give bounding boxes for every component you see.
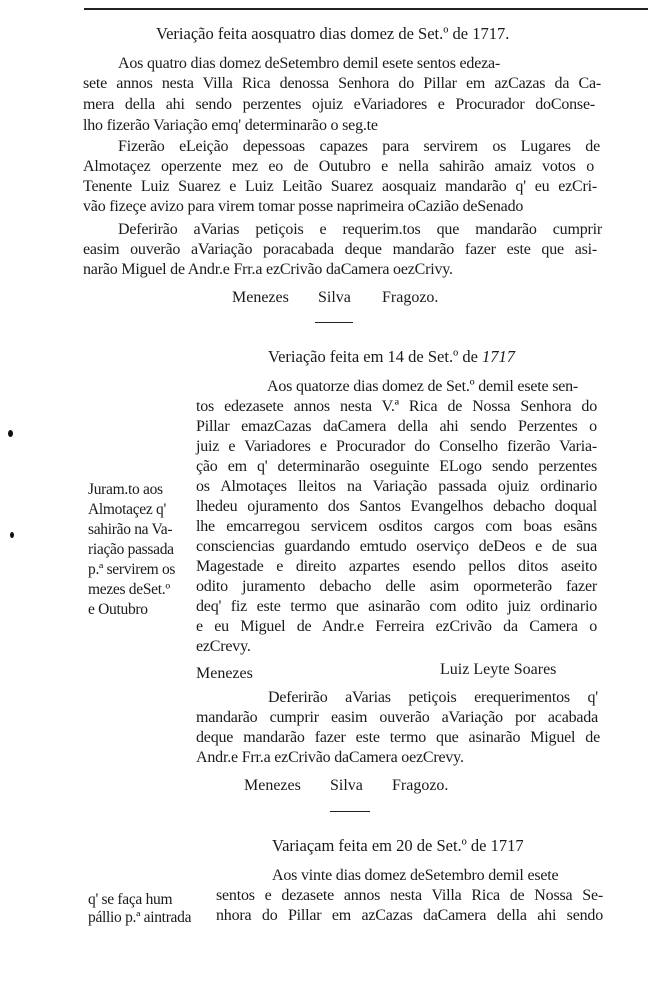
- signature: Luiz Leyte Soares: [440, 661, 557, 678]
- margin-line: Juram.to aos: [88, 481, 163, 498]
- margin-line: mezes deSet.º: [88, 581, 170, 598]
- signature: Silva: [330, 777, 363, 794]
- entry-1-title: Veriação feita aosquatro dias domez de Set.º de 1717.: [156, 24, 510, 43]
- text-line: lho fizerão Variação emq' determinarão o seg.te: [83, 117, 378, 134]
- text-line: Deferirão aVarias petiçois erequerimentos q': [268, 689, 598, 706]
- text-line: narão Miguel de Andr.e Frr.a ezCrivão daCamera oezCrivy.: [83, 261, 453, 278]
- top-rule: [84, 8, 648, 10]
- text-line: ção em q' determinarão oseguinte ELogo sendo perzentes: [196, 458, 597, 475]
- signature: Menezes: [232, 289, 289, 306]
- text-line: tos edezasete annos nesta V.ª Rica de Nossa Senhora do: [196, 398, 597, 415]
- text-line: odito juramento debacho delle asim opormeterão fazer: [196, 578, 597, 595]
- ink-speck: [10, 532, 14, 538]
- text-line: lhe emcarregou servicem osditos cargos com boas esãns: [196, 518, 597, 535]
- text-line: Magestade e direito azpartes esendo pellos ditos aseito: [196, 558, 597, 575]
- entry-3-title: Variaçam feita em 20 de Set.º de 1717: [272, 836, 524, 855]
- text-line: Tenente Luiz Suarez e Luiz Leitão Suarez aosquaiz mandarão q' eu ezCri-: [83, 178, 597, 195]
- margin-line: Almotaçez q': [88, 501, 166, 518]
- text-line: consciencias guardando emtudo oserviço deDeos e de sua: [196, 538, 597, 555]
- signature: Silva: [318, 289, 351, 306]
- margin-line: riação passada: [88, 541, 174, 558]
- text-line: Deferirão aVarias petiçois e requerim.tos que mandarão cumprir: [118, 221, 602, 238]
- text-line: Pillar emazCazas daCamera della ahi sendo Perzentes o: [196, 418, 597, 435]
- text-line: juiz e Variadores e Procurador do Conselho fizerão Varia-: [196, 438, 597, 455]
- entry-2-title: [268, 347, 515, 367]
- margin-line: p.ª servirem os: [88, 561, 176, 578]
- margin-line: sahirão na Va-: [88, 521, 173, 538]
- text-line: e eu Miguel de Andr.e Ferreira ezCrivão da Camera o: [196, 618, 597, 635]
- separator: [315, 322, 353, 323]
- text-line: vão fizeçe avizo para virem tomar posse naprimeira oCazião deSenado: [83, 198, 524, 215]
- margin-line: e Outubro: [88, 601, 148, 618]
- text-line: deque mandarão fazer este termo que asinarão Miguel de: [196, 729, 600, 746]
- text-line: Almotaçez operzente mez eo de Outubro e nella sahirão amaiz votos o: [83, 158, 594, 175]
- margin-line: q' se faça hum: [88, 891, 173, 908]
- text-line: nhora do Pillar em azCazas daCamera della ahi sendo: [216, 907, 603, 924]
- text-line: Andr.e Frr.a ezCrivão daCamera oezCrevy.: [196, 749, 464, 766]
- text-line: Aos vinte dias domez deSetembro demil esete: [272, 867, 559, 884]
- text-line: sentos e dezasete annos nesta Villa Rica de Nossa Se-: [216, 887, 603, 904]
- signature: Fragozo.: [382, 289, 439, 306]
- text-line: mera della ahi sendo perzentes ojuiz eVariadores e Procurador doConse-: [83, 96, 595, 113]
- text-line: mandarão cumprir easim ouverão aVariação por acabada: [196, 709, 598, 726]
- entry-2-title-year: 1717: [482, 347, 516, 366]
- signature: Menezes: [196, 665, 253, 682]
- text-line: ezCrevy.: [196, 638, 251, 655]
- signature: Fragozo.: [392, 777, 449, 794]
- text-line: Aos quatorze dias domez de Set.º demil esete sen-: [267, 378, 579, 395]
- text-line: deq' fiz este termo que asinarão com odito juiz ordinario: [196, 598, 597, 615]
- text-line: easim ouverão aVariação poracabada deque mandarão fazer este que asi-: [83, 241, 597, 258]
- text-line: sete annos nesta Villa Rica denossa Senhora do Pillar em azCazas da Ca-: [83, 75, 601, 92]
- margin-line: pállio p.ª aintrada: [88, 909, 192, 926]
- text-line: Aos quatro dias domez deSetembro demil esete sentos edeza-: [118, 55, 501, 72]
- signature: Menezes: [244, 777, 301, 794]
- entry-2-title-text: Veriação feita em 14 de Set.º de: [268, 347, 483, 366]
- text-line: Fizerão eLeição depessoas capazes para servirem os Lugares de: [118, 138, 600, 155]
- ink-speck: [8, 430, 13, 437]
- text-line: lhedeu ojuramento dos Santos Evangelhos debacho doqual: [196, 498, 597, 515]
- text-line: os Almotaçes lleitos na Variação passada ojuiz ordinario: [196, 478, 597, 495]
- separator: [330, 811, 370, 812]
